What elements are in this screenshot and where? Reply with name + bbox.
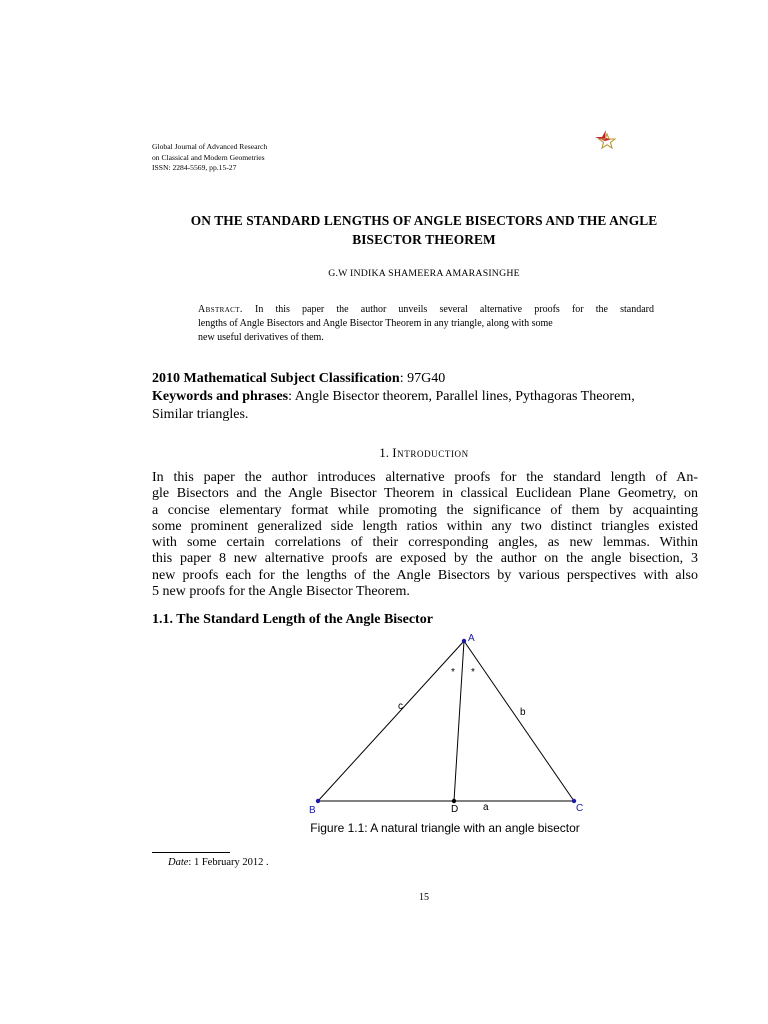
paper-title-line1: ON THE STANDARD LENGTHS OF ANGLE BISECTORS AND THE ANGLE <box>190 213 658 228</box>
author-name: G.W INDIKA SHAMEERA AMARASINGHE <box>328 268 520 279</box>
intro-line: some prominent generalized side length ratios within any two distinct triangles existed <box>152 518 698 534</box>
keywords-label: Keywords and phrases <box>152 389 289 404</box>
label-c: C <box>576 803 584 814</box>
classification-block <box>152 370 698 424</box>
point-b <box>316 799 320 803</box>
intro-line: new proofs each for the lengths of the Angle Bisectors by various perspectives with also <box>152 567 698 583</box>
journal-name-line1: Global Journal of Advanced Research <box>152 142 268 151</box>
section-title: Introduction <box>392 445 469 460</box>
abstract-label: Abstract. <box>198 304 243 315</box>
footnote-value: : 1 February 2012 . <box>188 857 269 868</box>
side-ab <box>318 641 464 801</box>
paper-title <box>150 211 698 249</box>
journal-name-line2: on Classical and Modern Geometries <box>152 152 265 162</box>
label-b: B <box>309 805 316 816</box>
footnote-label: Date <box>168 857 189 868</box>
classification-value: : 97G40 <box>399 371 446 386</box>
keywords-value-line2: Similar triangles. <box>152 407 249 422</box>
angle-mark-left: * <box>451 667 455 678</box>
footnote <box>168 857 269 868</box>
side-ac <box>464 641 574 801</box>
section-heading <box>150 445 698 461</box>
figure-caption: Figure 1.1: A natural triangle with an angle bisector <box>310 821 580 835</box>
abstract <box>198 303 654 345</box>
keywords-value-line1: : Angle Bisector theorem, Parallel lines, Pythagoras Theorem, <box>288 389 635 404</box>
triangle-figure <box>300 630 600 820</box>
point-d <box>452 799 456 803</box>
intro-line: a concise elementary format while promoting the significance of them by acquainting <box>152 502 698 518</box>
abstract-line1: In this paper the author unveils several alternative proofs for the standard <box>254 304 654 315</box>
footnote-rule <box>152 852 230 853</box>
intro-line: this paper 8 new alternative proofs are exposed by the author on the angle bisection, 3 <box>152 551 698 567</box>
intro-paragraph <box>152 470 698 600</box>
subsection-heading: 1.1. The Standard Length of the Angle Bisector <box>152 612 433 627</box>
label-d: D <box>451 804 459 815</box>
journal-issn: ISSN: 2284-5569, pp.15-27 <box>152 163 237 172</box>
classification-label: 2010 Mathematical Subject Classification <box>152 371 400 386</box>
abstract-line2: lengths of Angle Bisectors and Angle Bisector Theorem in any triangle, along with some <box>198 318 553 329</box>
intro-line: In this paper the author introduces alternative proofs for the standard length of An- <box>152 470 698 485</box>
label-a: A <box>468 633 475 644</box>
journal-star-logo-icon <box>592 128 618 154</box>
intro-line: gle Bisectors and the Angle Bisector Theorem in classical Euclidean Plane Geometry, on <box>152 486 698 502</box>
label-side-a: a <box>483 802 489 813</box>
label-side-b: b <box>520 707 526 718</box>
bisector-ad <box>454 641 464 801</box>
label-side-c: c <box>398 701 403 712</box>
page-number: 15 <box>419 892 429 903</box>
abstract-line3: new useful derivatives of them. <box>198 332 324 343</box>
intro-line: 5 new proofs for the Angle Bisector Theorem. <box>152 584 410 600</box>
journal-header <box>152 142 267 174</box>
section-number: 1. <box>379 445 389 460</box>
intro-line: with some certain correlations of their corresponding angles, as new lemmas. Within <box>152 535 698 551</box>
angle-mark-right: * <box>471 667 475 678</box>
paper-title-line2: BISECTOR THEOREM <box>352 232 496 247</box>
point-a <box>462 639 466 643</box>
